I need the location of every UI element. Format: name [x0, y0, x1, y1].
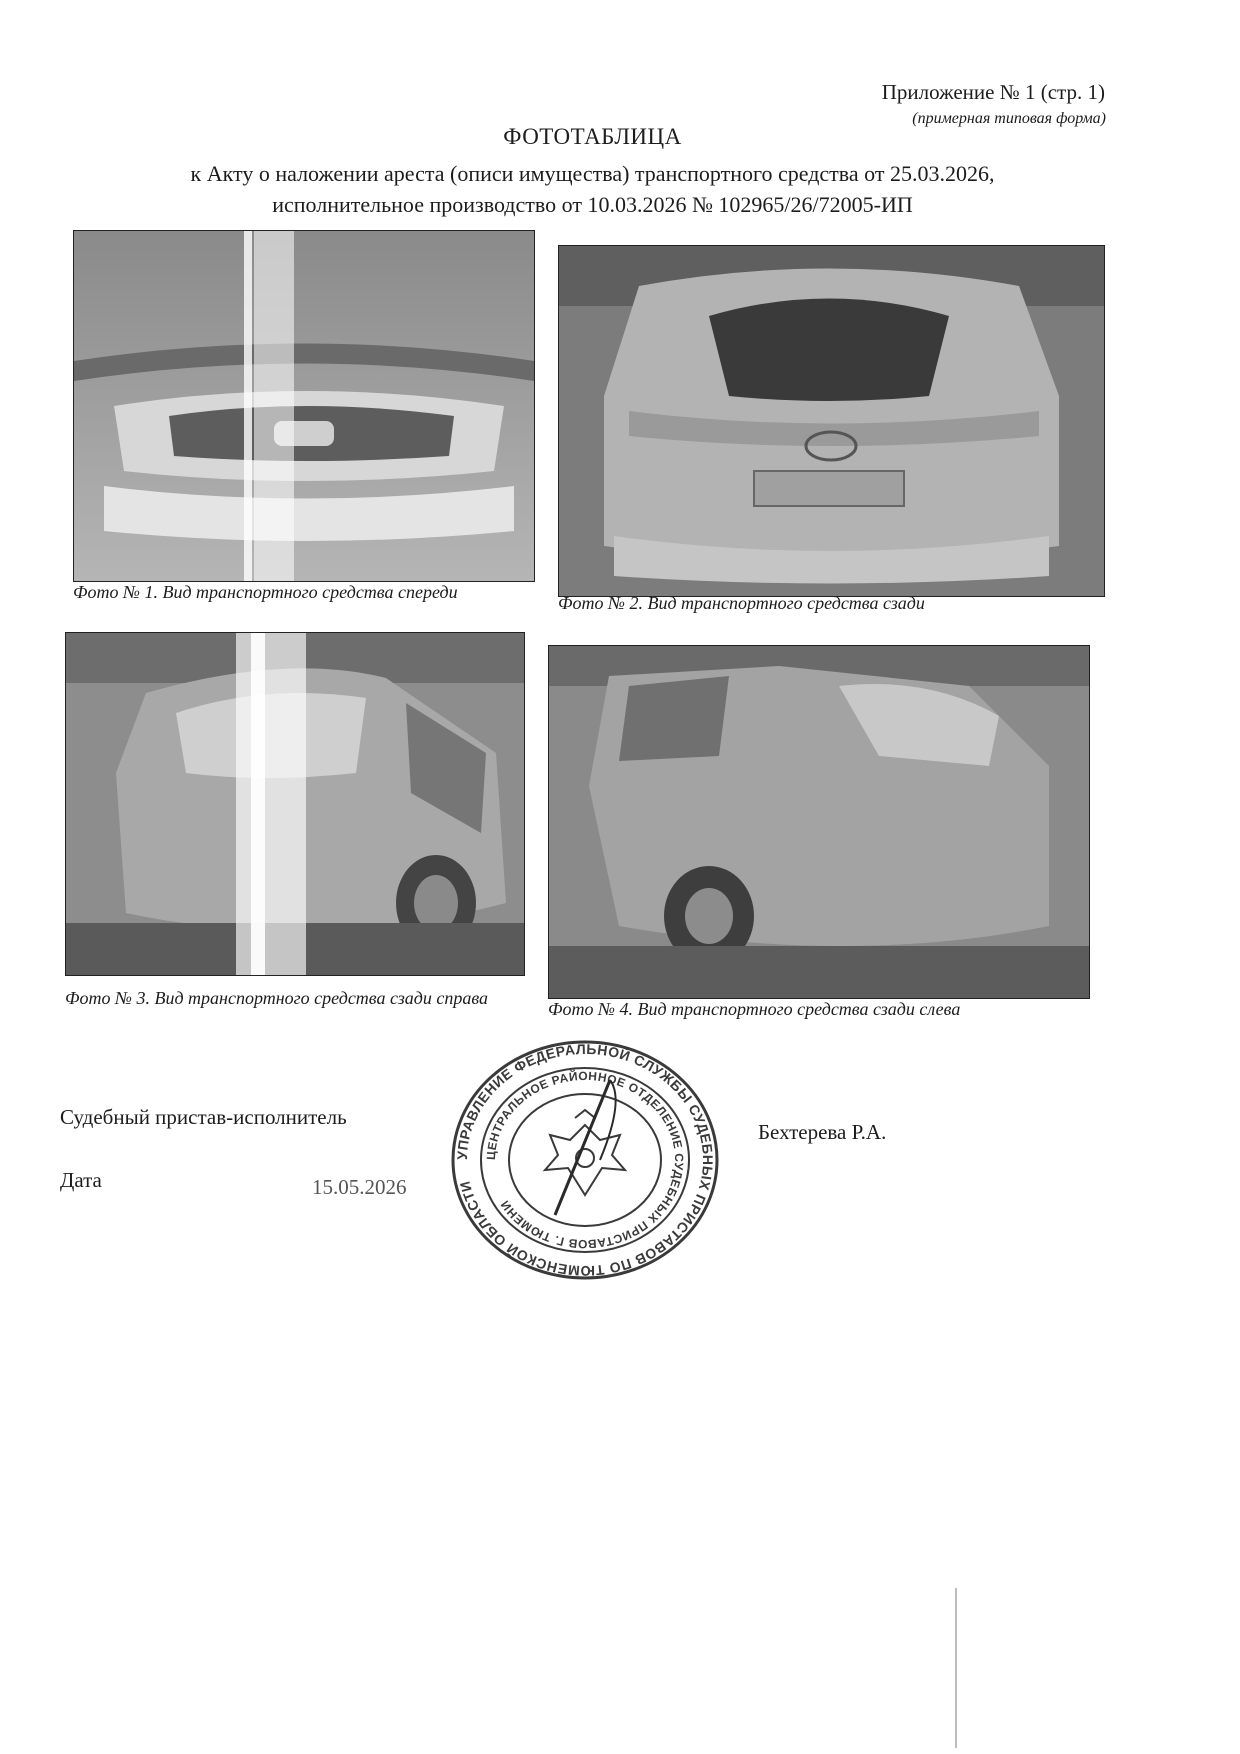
- document-subtitle-line-2: исполнительное производство от 10.03.2026 № 102965/26/72005-ИП: [272, 192, 913, 217]
- appendix-label: Приложение № 1 (стр. 1): [881, 80, 1105, 104]
- photo-2-caption: Фото № 2. Вид транспортного средства сзади: [558, 593, 925, 613]
- date-label: Дата: [60, 1168, 102, 1192]
- bailiff-label: Судебный пристав-исполнитель: [60, 1105, 347, 1129]
- stamp-inner-text: ЦЕНТРАЛЬНОЕ РАЙОННОЕ ОТДЕЛЕНИЕ СУДЕБНЫХ ПРИСТАВОВ Г. ТЮМЕНИ: [483, 1068, 687, 1252]
- document-subtitle-line-1: к Акту о наложении ареста (описи имущества) транспортного средства от 25.03.2026,: [190, 161, 995, 186]
- photo-3-rear-right-view: [65, 632, 525, 976]
- photo-4-rear-left-view: [548, 645, 1090, 999]
- bailiff-name: Бехтерева Р.А.: [758, 1120, 887, 1144]
- photo-3-caption: Фото № 3. Вид транспортного средства сзади справа: [65, 988, 489, 1008]
- photo-1-caption: Фото № 1. Вид транспортного средства спереди: [73, 582, 458, 602]
- date-value: 15.05.2026: [312, 1175, 407, 1199]
- document-title: ФОТОТАБЛИЦА: [503, 124, 682, 149]
- photo-4-caption: Фото № 4. Вид транспортного средства сзади слева: [548, 999, 961, 1019]
- official-stamp: [450, 1040, 720, 1280]
- photo-1-front-view: [73, 230, 535, 582]
- scan-edge-mark: [955, 1588, 957, 1748]
- appendix-note: (примерная типовая форма): [912, 110, 1106, 127]
- photo-2-rear-view: [558, 245, 1105, 597]
- stamp-outer-text: УПРАВЛЕНИЕ ФЕДЕРАЛЬНОЙ СЛУЖБЫ СУДЕБНЫХ ПРИСТАВОВ ПО ТЮМЕНСКОЙ ОБЛАСТИ: [453, 1040, 717, 1280]
